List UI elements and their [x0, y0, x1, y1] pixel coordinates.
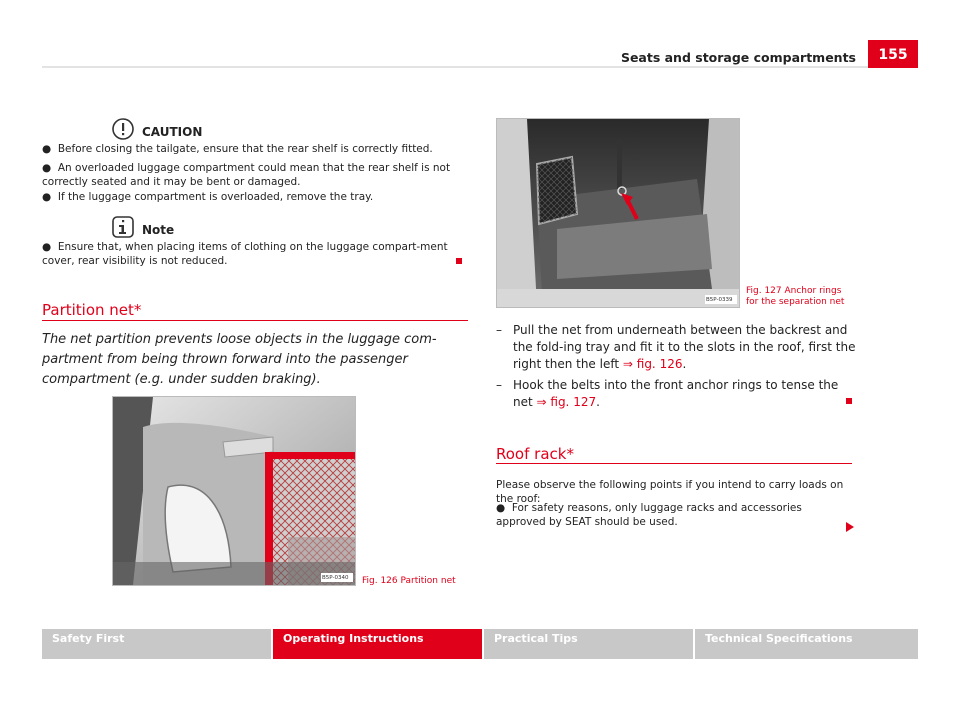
section-rule: [496, 463, 852, 464]
note-heading: Note: [142, 223, 175, 237]
bullet-icon: ●: [42, 143, 58, 155]
footer-tab-practical-tips[interactable]: Practical Tips: [484, 629, 693, 659]
caution-item: ● An overloaded luggage compartment could mean that the rear shelf is not correctly seated and it may be bent or damaged.: [42, 162, 451, 188]
section-title-roof-rack: Roof rack*: [496, 445, 574, 463]
caution-icon: [112, 118, 134, 140]
header-rule: [42, 66, 918, 68]
section-rule: [42, 320, 468, 321]
step-item: – Hook the belts into the front anchor rings to tense the net ⇒ fig. 127.: [496, 378, 839, 409]
figure-127-code: B5P-0339: [706, 297, 733, 303]
caution-item: ● If the luggage compartment is overloaded, remove the tray.: [42, 191, 374, 203]
dash-marker: –: [496, 323, 502, 337]
figure-127-image: [496, 118, 740, 308]
caution-item: ● Before closing the tailgate, ensure that the rear shelf is correctly fitted.: [42, 143, 433, 155]
continue-arrow-icon: [846, 517, 854, 536]
bullet-icon: ●: [42, 162, 58, 174]
footer-tab-technical-specifications[interactable]: Technical Specifications: [695, 629, 918, 659]
end-marker: [846, 398, 852, 404]
roof-intro: Please observe the following points if you intend to carry loads on the roof:: [496, 479, 844, 505]
fig-127-link[interactable]: ⇒ fig. 127: [536, 395, 597, 409]
bullet-icon: ●: [42, 241, 58, 253]
page-header-title: Seats and storage compartments: [620, 50, 856, 65]
figure-126-code: B5P-0340: [322, 575, 349, 581]
bullet-icon: ●: [42, 191, 58, 203]
end-marker: [456, 258, 462, 264]
section-lead: The net partition prevents loose objects in the luggage com-partment from being thrown forward into the passenger compartment (e.g. under sudden braking).: [42, 332, 437, 387]
note-icon: [112, 216, 134, 238]
step-item: – Pull the net from underneath between the backrest and the fold-ing tray and fit it to the slots in the roof, first the right then the left ⇒ fig. 126.: [496, 323, 856, 371]
footer-tab-safety-first[interactable]: Safety First: [42, 629, 271, 659]
caution-heading: CAUTION: [142, 125, 203, 139]
roof-item: ● For safety reasons, only luggage racks and accessories approved by SEAT should be used.: [496, 502, 802, 528]
footer-tab-operating-instructions[interactable]: Operating Instructions: [273, 629, 482, 659]
note-item: ● Ensure that, when placing items of clothing on the luggage compart-ment cover, rear visibility is not reduced.: [42, 241, 448, 267]
figure-126-caption: Fig. 126 Partition net: [362, 576, 456, 586]
figure-127-caption: Fig. 127 Anchor rings for the separation net: [746, 286, 845, 307]
fig-126-link[interactable]: ⇒ fig. 126: [622, 357, 683, 371]
page-number: 155: [868, 40, 918, 68]
bullet-icon: ●: [496, 502, 512, 514]
section-title-partition: Partition net*: [42, 301, 142, 319]
figure-126-image: [112, 396, 356, 586]
dash-marker: –: [496, 378, 502, 392]
